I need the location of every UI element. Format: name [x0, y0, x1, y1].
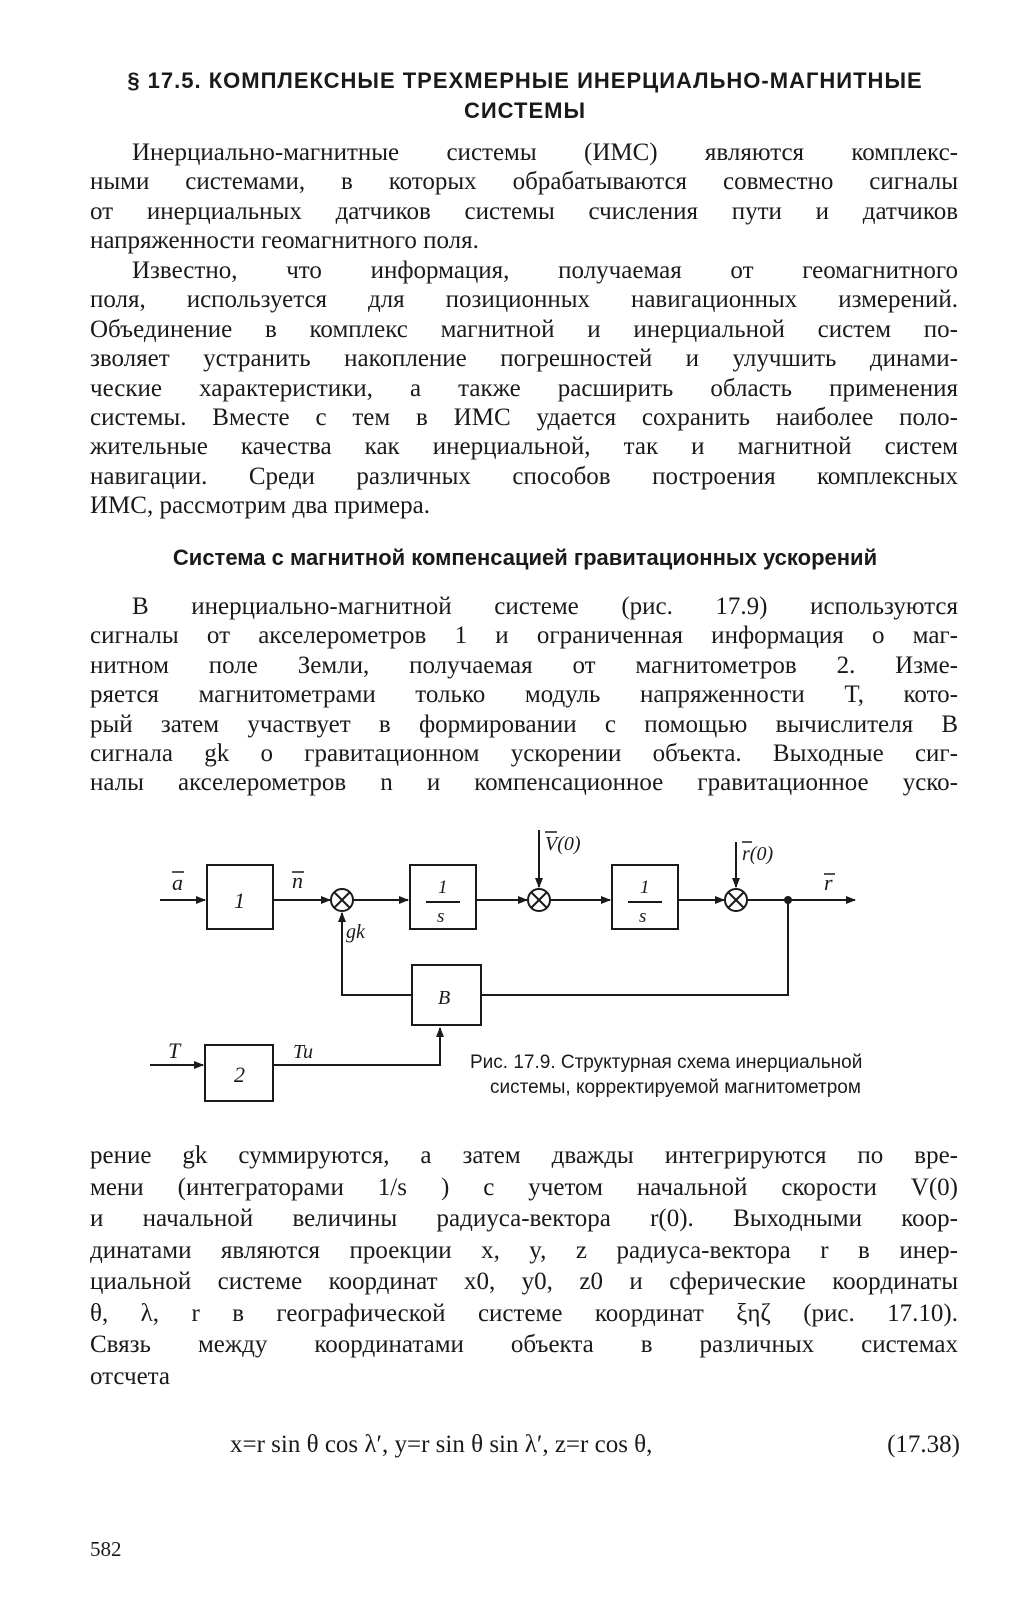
- text-line: отсчета: [90, 1362, 170, 1390]
- equation-expression: x=r sin θ cos λ′, y=r sin θ sin λ′, z=r cos θ,: [230, 1431, 653, 1458]
- subsection-heading: Система с магнитной компенсацией гравитационных ускорений: [172, 545, 878, 570]
- paragraph-4: [90, 1140, 958, 1392]
- integrator-2-num: 1: [640, 877, 650, 898]
- integrator-1-den: s: [437, 906, 445, 927]
- text-line: зволяет устранить накопление погрешностей и улучшить динами-: [90, 345, 958, 373]
- equation-number: (17.38): [887, 1431, 960, 1458]
- r0-label: r(0): [742, 843, 774, 865]
- caption-line2: системы, корректируемой магнитометром: [490, 1077, 861, 1098]
- figure-caption: [470, 1050, 960, 1100]
- text-line: нитном поле Земли, получаемая от магнитометров 2. Изме-: [90, 651, 958, 679]
- integrator-1-num: 1: [438, 877, 448, 898]
- integrator-2-den: s: [639, 906, 647, 927]
- caption-line1: Рис. 17.9. Структурная схема инерциальной: [470, 1052, 863, 1073]
- text-line: ИМС, рассмотрим два примера.: [90, 492, 430, 520]
- text-line: Объединение в комплекс магнитной и инерциальной систем по-: [90, 315, 958, 343]
- text-line: Известно, что информация, получаемая от геомагнитного: [132, 257, 958, 284]
- text-line: сигналы от акселерометров 1 и ограниченная информация о маг-: [90, 622, 958, 650]
- paragraph-1: [90, 138, 958, 256]
- text-line: и начальной величины радиуса-вектора r(0). Выходными коор-: [90, 1205, 958, 1232]
- text-line: Инерциально-магнитные системы (ИМС) являются комплекс-: [132, 139, 958, 166]
- input-t-label: T: [168, 1038, 181, 1063]
- block-2-label: 2: [234, 1062, 245, 1087]
- text-line: сигнала gk о гравитационном ускорении объекта. Выходные сиг-: [90, 740, 958, 768]
- text-line: напряженности геомагнитного поля.: [90, 227, 479, 255]
- block-b-label: B: [438, 987, 451, 1009]
- paragraph-2: [90, 256, 958, 521]
- section-title-line2: СИСТЕМЫ: [463, 98, 587, 123]
- text-line: ряется магнитометрами только модуль напряженности T, кото-: [90, 681, 958, 709]
- tu-label: Tu: [293, 1041, 314, 1063]
- text-line: жительные качества как инерциальной, так и магнитной систем: [90, 433, 958, 461]
- wire-feedback-r: [481, 900, 788, 995]
- paragraph-3: [90, 592, 958, 798]
- text-line: мени (интеграторами 1/s ) с учетом начальной скорости V(0): [90, 1173, 958, 1201]
- v0-label: V(0): [545, 833, 581, 855]
- text-line: налы акселерометров n и компенсационное гравитационное уско-: [90, 769, 958, 797]
- section-title-line1: § 17.5. КОМПЛЕКСНЫЕ ТРЕХМЕРНЫЕ ИНЕРЦИАЛЬНО-МАГНИТНЫЕ: [127, 68, 923, 93]
- text-line: циальной системе координат x0, y0, z0 и сферические координаты: [90, 1268, 958, 1295]
- text-line: ческие характеристики, а также расширить область применения: [90, 374, 958, 402]
- text-line: В инерциально-магнитной системе (рис. 17.9) используются: [132, 593, 958, 620]
- text-line: рение gk суммируются, а затем дважды интегрируются по вре-: [90, 1142, 958, 1169]
- output-n-label: n: [292, 868, 303, 893]
- text-line: Связь между координатами объекта в различных системах: [90, 1331, 958, 1358]
- text-line: θ, λ, r в географической системе координат ξηζ (рис. 17.10).: [90, 1299, 958, 1327]
- text-line: системы. Вместе с тем в ИМС удается сохранить наиболее поло-: [90, 404, 958, 432]
- output-r-label: r: [824, 870, 833, 895]
- input-a-label: a: [172, 870, 183, 895]
- text-line: динатами являются проекции x, y, z радиуса-вектора r в инер-: [90, 1236, 958, 1264]
- text-line: поля, используется для позиционных навигационных измерений.: [90, 286, 958, 314]
- text-line: ными системами, в которых обрабатываются совместно сигналы: [90, 168, 958, 196]
- section-title: [90, 66, 960, 126]
- gk-label: gk: [346, 921, 365, 943]
- text-line: навигации. Среди различных способов построения комплексных: [90, 462, 958, 490]
- text-line: рый затем участвует в формировании с помощью вычислителя B: [90, 710, 958, 738]
- page-number: 582: [90, 1537, 122, 1561]
- block-1-label: 1: [234, 888, 245, 913]
- text-line: от инерциальных датчиков системы счисления пути и датчиков: [90, 197, 958, 225]
